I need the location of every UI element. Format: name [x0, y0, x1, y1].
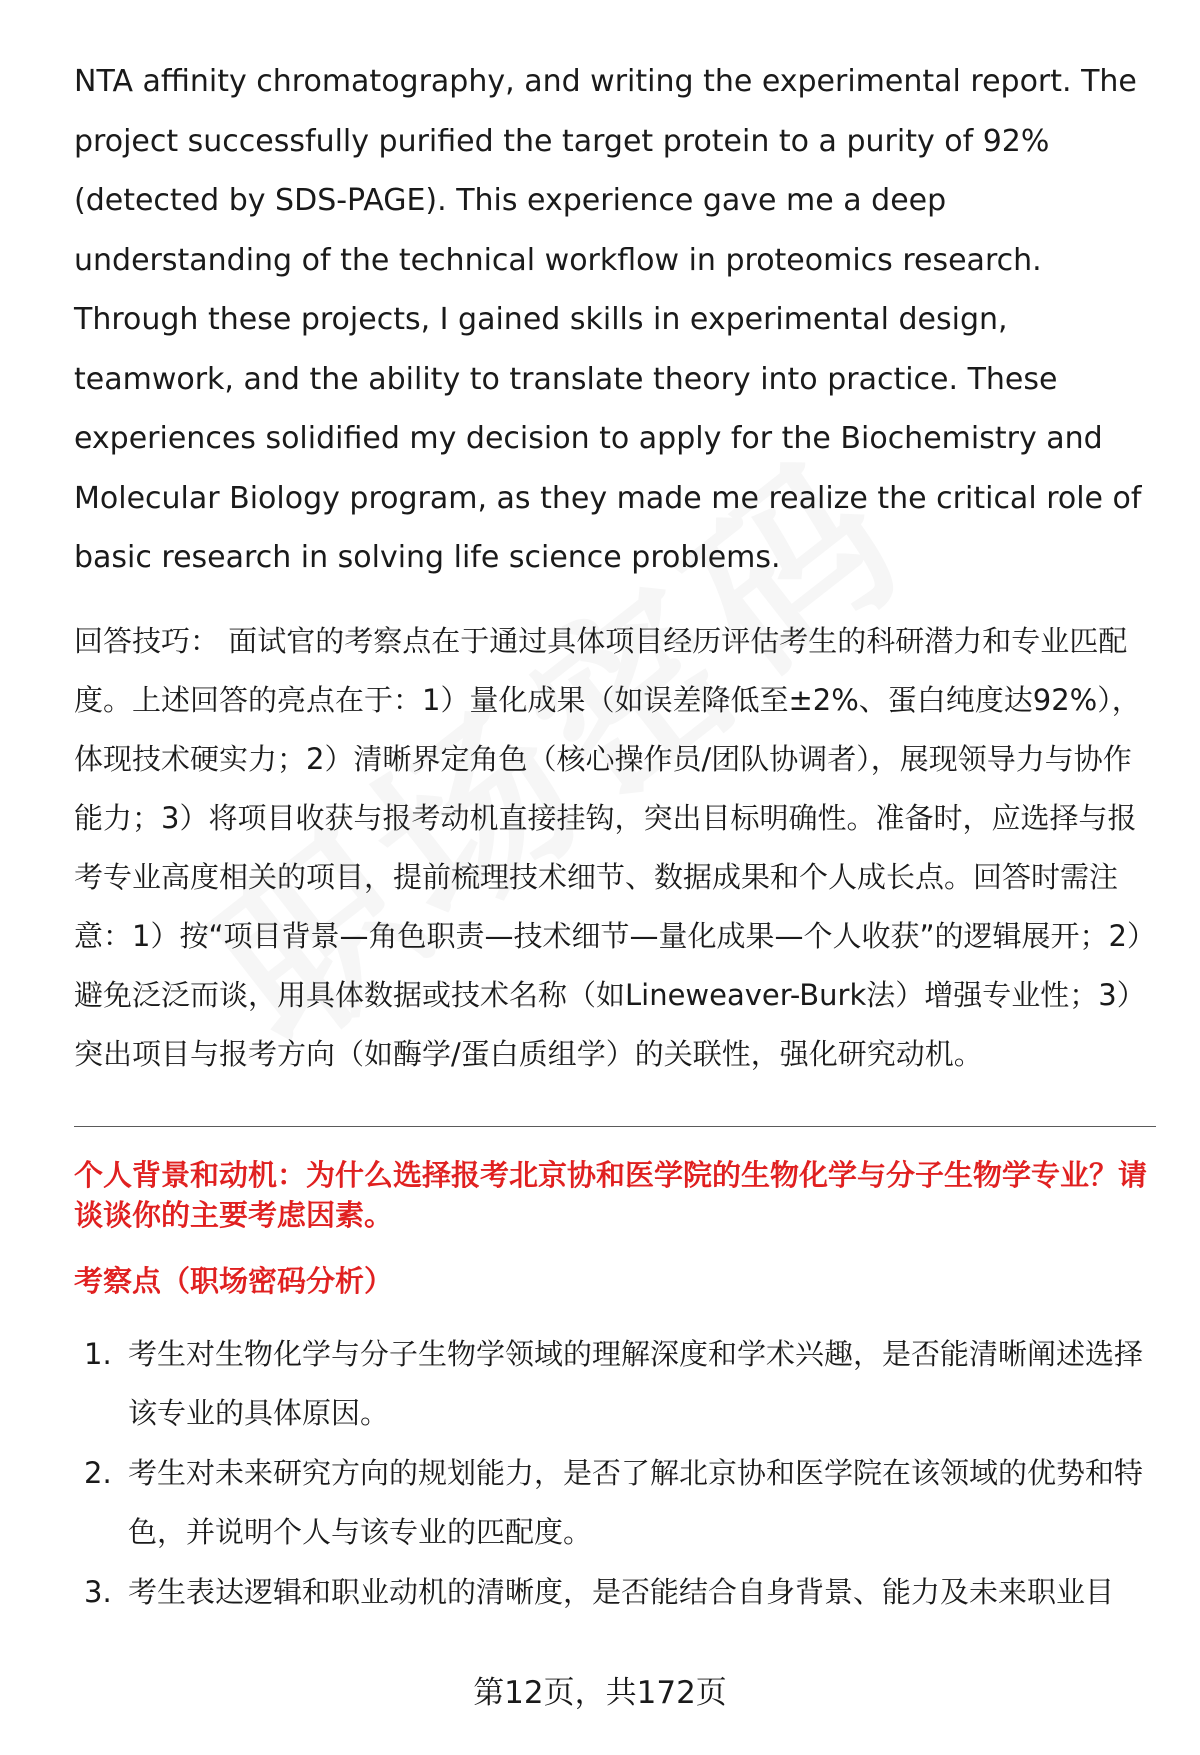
page-number: 第12页，共172页 [473, 1675, 727, 1711]
list-item [74, 1563, 1156, 1622]
tips-text: 面试官的考察点在于通过具体项目经历评估考生的科研潜力和专业匹配度。上述回答的亮点在于：1）量化成果（如误差降低至±2%、蛋白纯度达92%），体现技术硬实力；2）清晰界定角色（核心操作员/团队协调者），展现领导力与协作能力；3）将项目收获与报考动机直接挂钩，突出目标明确性。准备时，应选择与报考专业高度相关的项目，提前梳理技术细节、数据成果和个人成长点。回答时需注意：1）按“项目背景—角色职责—技术细节—量化成果—个人收获”的逻辑展开；2）避免泛泛而谈，用具体数据或技术名称（如Lineweaver-Burk法）增强专业性；3）突出项目与报考方向（如酶学/蛋白质组学）的关联性，强化研究动机。 [74, 623, 1156, 1071]
tips-paragraph [74, 612, 1156, 1084]
list-item [74, 1444, 1156, 1562]
analysis-points [74, 1325, 1156, 1622]
document-body [74, 52, 1156, 1623]
list-number: 2. [84, 1455, 112, 1490]
intro-paragraph: NTA affinity chromatography, and writing the experimental report. The project successfully purified the target protein to a purity of 92% (detected by SDS-PAGE). This experience gave me a deep understanding of the technical workflow in proteomics research. Through these projects, I gained skills in experimental design, teamwork, and the ability to translate theory into practice. These experiences solidified my decision to apply for the Biochemistry and Molecular Biology program, as they made me realize the critical role of basic research in solving life science problems. [74, 64, 1142, 575]
list-number: 3. [84, 1574, 112, 1609]
list-text: 考生表达逻辑和职业动机的清晰度，是否能结合自身背景、能力及未来职业目 [128, 1574, 1115, 1609]
list-number: 1. [84, 1336, 112, 1371]
section-divider [74, 1126, 1156, 1127]
question-heading: 个人背景和动机：为什么选择报考北京协和医学院的生物化学与分子生物学专业？请谈谈你的主要考虑因素。 [74, 1157, 1148, 1232]
list-item [74, 1325, 1156, 1443]
list-text: 考生对未来研究方向的规划能力，是否了解北京协和医学院在该领域的优势和特色，并说明个人与该专业的匹配度。 [128, 1455, 1144, 1549]
analysis-label: 考察点（职场密码分析） [74, 1263, 394, 1298]
list-text: 考生对生物化学与分子生物学领域的理解深度和学术兴趣，是否能清晰阐述选择该专业的具体原因。 [128, 1336, 1144, 1430]
tips-label: 回答技巧： [74, 623, 220, 658]
